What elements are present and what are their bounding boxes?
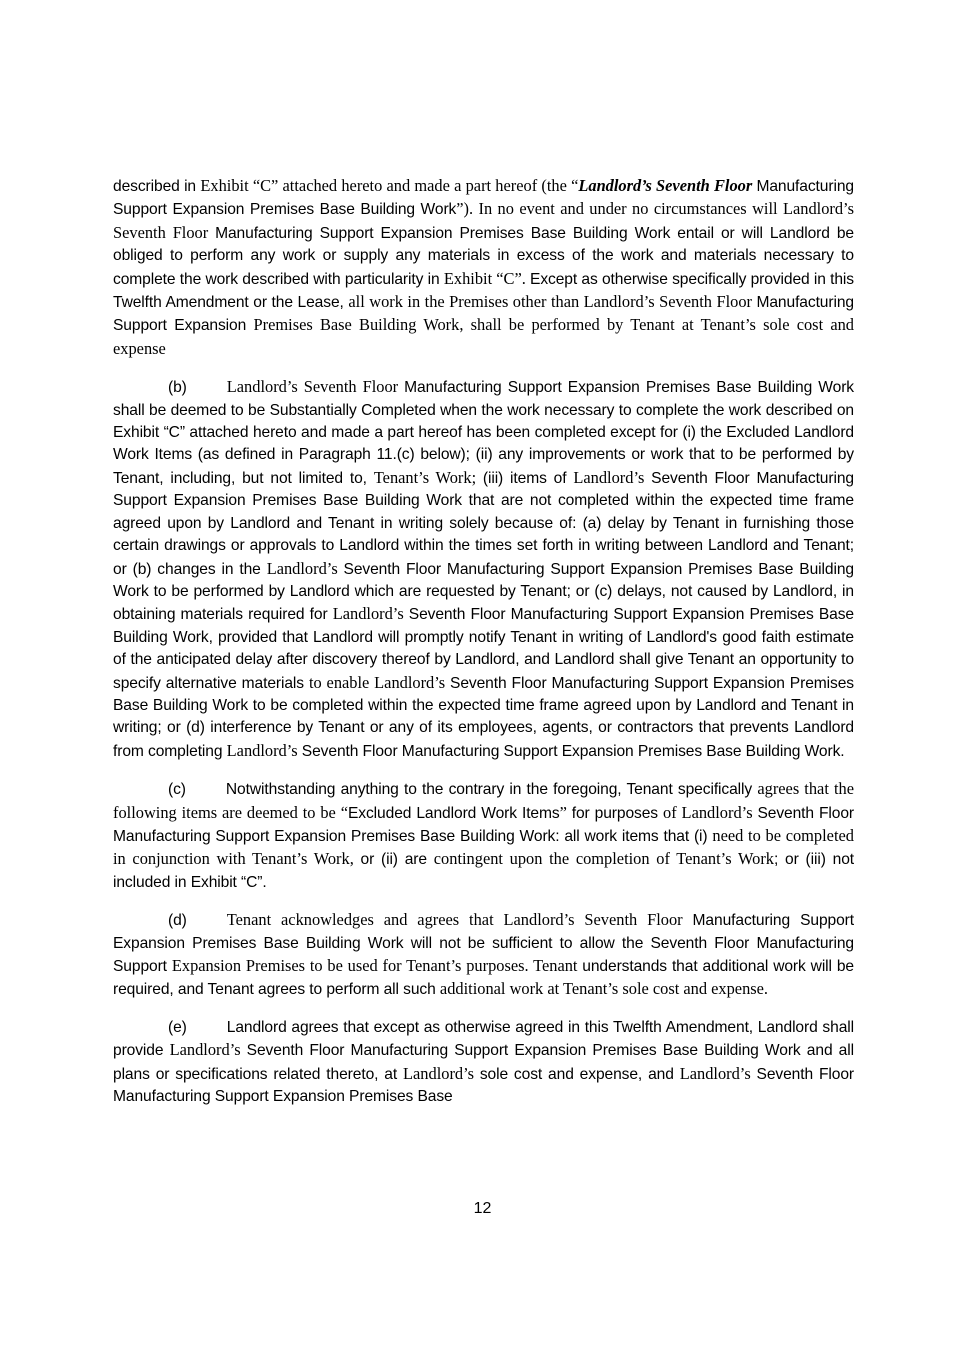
- text-run: all work in the Premises other than Landlord’s Seventh Floor: [348, 292, 757, 312]
- text-run: Landlord’s: [266, 558, 344, 578]
- text-run: contingent upon the completion of Tenant’s Work: [433, 849, 774, 869]
- text-run: Notwithstanding anything to the contrary in the foregoing, Tenant specifically: [225, 781, 758, 799]
- text-run: Excluded Landlord Work Items: [347, 804, 560, 822]
- text-run: (iii) items of: [482, 469, 574, 487]
- text-run: to enable Landlord’s: [308, 672, 451, 692]
- text-run: Landlord’s: [332, 604, 409, 624]
- text-run: Manufacturing Support Expansion Premises Base Building Work shall be deemed to be Substantially Completed when the work necessary to complete the work described on Exhibit “C” attached hereto and made a part hereof has been completed except for (i) the Excluded Landlord Work Items (as defined in Paragraph 11.(c) below); (ii) any improvements or work that to be performed by Tenant, including, but not limited to,: [113, 379, 854, 487]
- text-run: Seventh Floor Manufacturing Support Expansion Premises Base Building Work, provided that Landlord will promptly notify Tenant in writing of Landlord's good faith estimate of the anticipated delay after discovery thereof by Landlord, and Landlord shall give Tenant an opportunity to specify alternative materials: [113, 606, 854, 692]
- text-run: agrees that the following items are deemed to be “: [113, 779, 854, 822]
- text-run: Landlord’s: [403, 1063, 480, 1083]
- text-run: sole cost and expense, and: [479, 1065, 680, 1083]
- text-run: or (ii) are: [360, 851, 434, 869]
- text-run: Exhibit “C” attached hereto and made a part hereof (the “: [200, 176, 579, 195]
- text-run: (c): [168, 781, 186, 799]
- text-run: (e): [168, 1018, 187, 1036]
- text-run: Expansion Premises to be used for Tenant’s purposes. Tenant: [171, 956, 583, 975]
- text-run: Seventh Floor Manufacturing Support Expansion Premises Base Building Work and all plans or specifications related thereto, at: [113, 1042, 854, 1083]
- text-run: Manufacturing Support Expansion Premises Base Building Work: [113, 178, 854, 219]
- text-run: Seventh Floor Manufacturing Support Expansion Premises Base Building Work: all work items that (i): [113, 804, 855, 845]
- text-run: (d): [168, 912, 187, 930]
- text-run: Landlord agrees that except as otherwise agreed in this Twelfth Amendment, Landlord shall provide: [113, 1018, 854, 1060]
- text-run: Manufacturing Support Expansion Premises Base Building Work entail or will Landlord be obliged to perform any work or supply any materials in excess of the work and materials necessary to complete the work described with particularity in: [113, 224, 854, 288]
- text-run: ; or (iii) not included in Exhibit “C”.: [113, 851, 854, 891]
- text-run: additional work at Tenant’s sole cost and expense.: [439, 979, 769, 999]
- text-run: Exhibit “C”.: [443, 268, 531, 288]
- text-run: Landlord’s: [226, 740, 302, 760]
- document-body: [113, 175, 854, 1123]
- text-run: (b): [168, 379, 187, 397]
- text-run: described in: [113, 178, 201, 195]
- text-run: understands that additional work will be required, and Tenant agrees to perform all such: [113, 958, 854, 999]
- paragraph: [113, 376, 854, 763]
- text-run: Tenant acknowledges and agrees that Landlord’s Seventh Floor: [226, 910, 693, 930]
- text-run: Seventh Floor Manufacturing Support Expansion Premises Base Building Work to be performed by Landlord which are requested by Tenant; or (c) delays, not caused by Landlord, in obtaining materials required for: [113, 560, 854, 624]
- text-run: Manufacturing Support Expansion Premises Base Building Work will not be sufficient to allow the Seventh Floor Manufacturing Support: [113, 912, 854, 975]
- text-run: Tenant’s Work;: [373, 467, 483, 487]
- text-run: Except as otherwise specifically provided in this Twelfth Amendment or the Lease,: [113, 270, 854, 312]
- text-run: Seventh Floor Manufacturing Support Expansion Premises Base Building Work to be completed within the expected time frame agreed upon by Landlord and Tenant in writing; or (d) interference by Tenant or any of its employees, agents, or contractors that prevents Landlord from completing: [113, 674, 854, 760]
- text-run: ”: [559, 802, 572, 822]
- text-run: Landlord’s: [169, 1040, 247, 1060]
- text-run: Seventh Floor Manufacturing Support Expansion Premises Base Building Work.: [301, 742, 845, 760]
- page-number: 12: [473, 1200, 492, 1217]
- text-run: Seventh Floor Manufacturing Support Expansion Premises Base: [113, 1065, 854, 1106]
- text-run: need to be completed in conjunction with Tenant’s Work,: [113, 825, 854, 869]
- paragraph: [113, 778, 854, 894]
- text-run: Manufacturing Support Expansion: [113, 294, 854, 335]
- text-run: Landlord’s Seventh Floor: [226, 377, 405, 397]
- text-run: for purposes: [571, 804, 664, 822]
- text-run: Landlord’s: [679, 1063, 757, 1083]
- text-run: ”). In no event and under no circumstances will Landlord’s Seventh Floor: [113, 199, 854, 242]
- paragraph: [113, 1017, 854, 1109]
- text-run: Premises Base Building Work, shall be performed by Tenant at Tenant’s sole cost and expense: [113, 315, 854, 358]
- paragraph: [113, 909, 854, 1002]
- text-run: of Landlord’s: [663, 802, 758, 822]
- text-run: Landlord’s Seventh Floor: [578, 176, 757, 195]
- text-run: Seventh Floor Manufacturing Support Expansion Premises Base Building Work that are not completed within the expected time frame agreed upon by Landlord and Tenant in writing solely because of: (a) delay by Tenant in furnishing those certain drawings or approvals to Landlord within the times set forth in writing between Landlord and Tenant; or (b) changes in the: [113, 469, 854, 578]
- paragraph: [113, 175, 854, 361]
- text-run: Landlord’s: [573, 467, 652, 487]
